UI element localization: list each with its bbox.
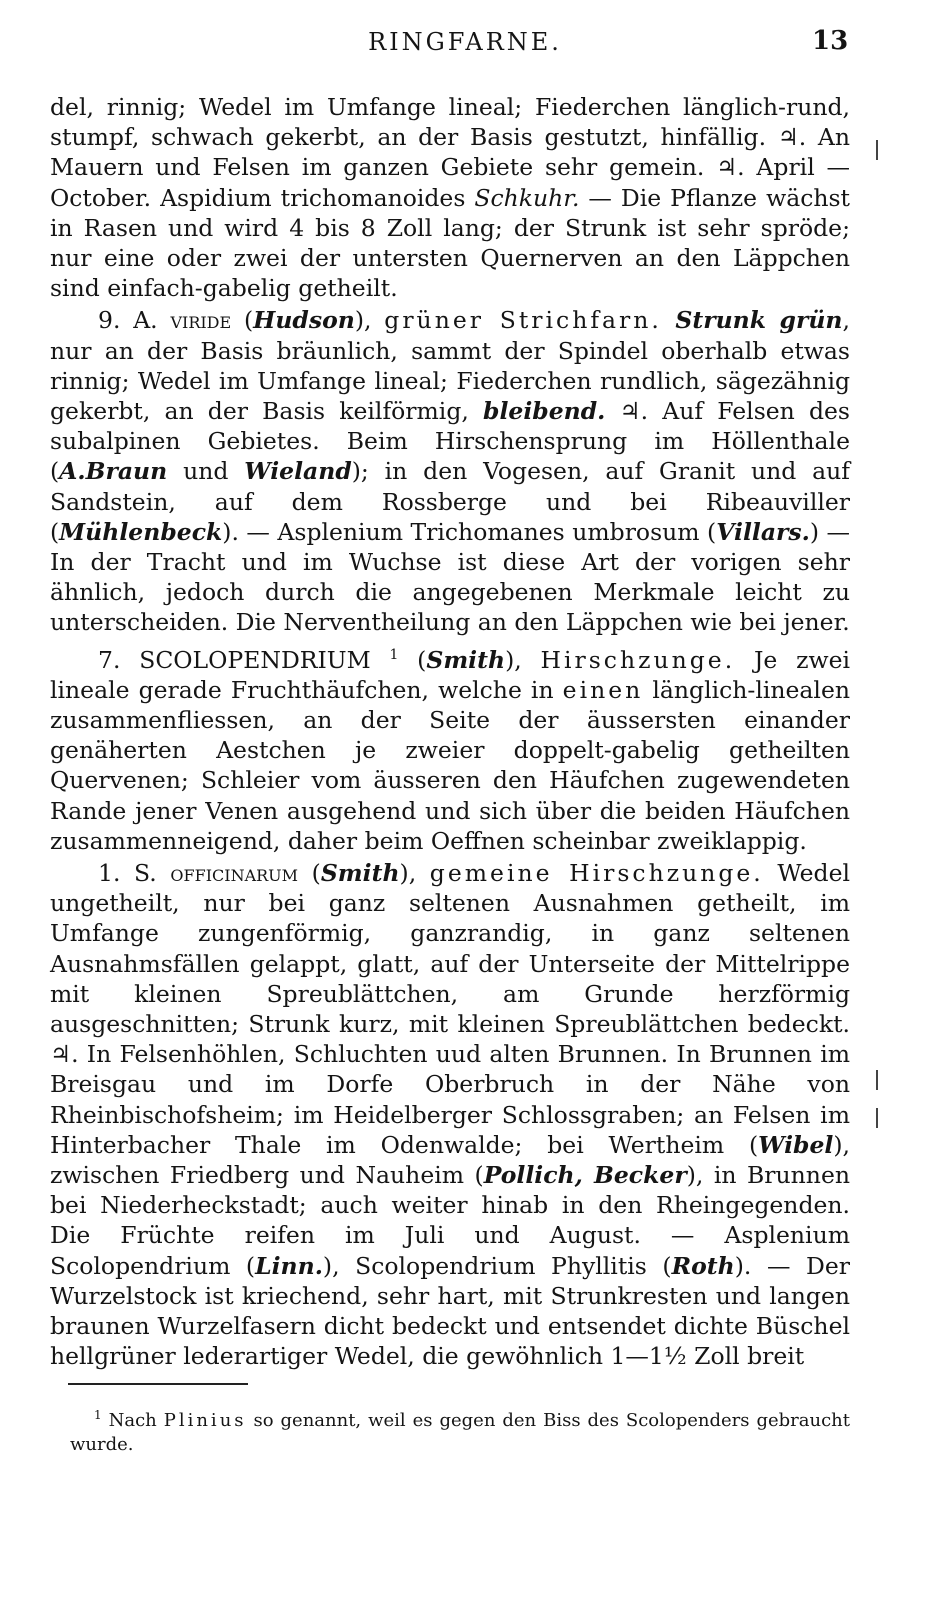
text-run: (	[231, 306, 254, 335]
author-citation: Wibel	[758, 1130, 834, 1159]
text-run: und	[167, 457, 245, 486]
emphasis-spaced: einen	[562, 675, 644, 704]
genus-entry-scolopendrium	[50, 640, 850, 856]
margin-mark	[876, 140, 878, 160]
text-run: ); in den Vogesen, auf Granit und auf Sandstein, auf dem Rossberge und bei Ribeauviller (	[50, 457, 850, 546]
text-run: ),	[399, 858, 430, 887]
text-run: Nach	[101, 1410, 164, 1431]
margin-mark	[876, 1108, 878, 1128]
author-citation: Linn.	[255, 1251, 323, 1280]
running-header-title: RINGFARNE.	[368, 28, 562, 56]
text-run: ). — Asplenium Trichomanes umbrosum (	[222, 517, 717, 546]
species-entry-viride	[50, 305, 850, 637]
margin-mark	[876, 1070, 878, 1090]
text-run: ), Scolopendrium Phyllitis (	[322, 1251, 672, 1280]
text-run: Je zwei lineale gerade Fruchthäufchen, welche in	[50, 645, 851, 704]
emphasis: bleibend.	[483, 397, 606, 426]
emphasis: Strunk grün	[661, 306, 843, 335]
footnote-reference: 1	[389, 646, 399, 663]
author-citation: Schkuhr.	[474, 183, 580, 212]
footnote	[70, 1403, 850, 1457]
author-citation: Roth	[671, 1251, 735, 1280]
common-name: grüner Strichfarn.	[384, 306, 662, 335]
text-run: ),	[505, 645, 541, 674]
author-citation: Hudson	[253, 306, 355, 335]
author-citation: Villars.	[716, 517, 810, 546]
common-name: Hirschzunge.	[540, 645, 736, 674]
text-run: (	[398, 645, 427, 674]
main-text	[50, 92, 850, 1371]
author-citation: Smith	[426, 645, 506, 674]
footnote-rule	[68, 1383, 248, 1385]
species-number: 9. A.	[98, 306, 171, 335]
text-run: ), zwischen Friedberg und Nauheim (	[50, 1130, 850, 1189]
species-epithet: officinarum	[170, 858, 299, 887]
species-epithet: viride	[170, 306, 232, 335]
text-run: Wedel ungetheilt, nur bei ganz seltenen Ausnahmen getheilt, im Umfange zungenförmig, ganzrandig, in ganz seltenen Ausnahmsfällen gelappt, glatt, auf der Unterseite der Mittelrippe mit kleinen Spreublättchen, am Grunde herzförmig ausgeschnitten; Strunk kurz, mit kleinen Spreublättchen bedeckt. ♃. In Felsenhöhlen, Schluchten uud alten Brunnen. In Brunnen im Breisgau und im Dorfe Oberbruch in der Nähe von Rheinbischofsheim; im Heidelberger Schlossgraben; an Felsen im Hinterbacher Thale im Odenwalde; bei Wertheim (	[50, 858, 851, 1159]
common-name: gemeine Hirschzunge.	[429, 858, 764, 887]
text-run: , nur an der Basis bräunlich, sammt der Spindel oberhalb etwas rinnig; Wedel im Umfange lineal; Fiederchen rundlich, sägezähnig gekerbt, an der Basis keilförmig,	[50, 306, 851, 426]
paragraph-continuation	[50, 92, 850, 303]
text-run: — Die Pflanze wächst in Rasen und wird 4 bis 8 Zoll lang; der Strunk ist sehr spröde; nur eine oder zwei der untersten Quernerven an den Läppchen sind einfach-gabelig getheilt.	[50, 183, 851, 303]
species-entry-officinarum	[50, 858, 850, 1371]
text-run: ♃. Auf Felsen des subalpinen Gebietes. Beim Hirschensprung im Höllenthale (	[50, 397, 850, 486]
text-run: ), in Brunnen bei Niederheckstadt; auch weiter hinab in den Rheingegenden. Die Früchte reifen im Juli und August. — Asplenium Scolopendrium (	[50, 1160, 850, 1280]
genus-name: 7. SCOLOPENDRIUM	[98, 645, 371, 674]
page-number: 13	[812, 26, 849, 56]
author-citation: A.Braun	[59, 457, 168, 486]
text-run: ),	[354, 306, 385, 335]
species-number: 1. S.	[98, 858, 171, 887]
author-citation: Mühlenbeck	[59, 517, 223, 546]
text-run: so genannt, weil es gegen den Biss des Scolopenders gebraucht wurde.	[70, 1410, 850, 1455]
author-citation: Pollich, Becker	[483, 1160, 687, 1189]
emphasis-spaced: Plinius	[163, 1410, 247, 1431]
text-run: del, rinnig; Wedel im Umfange lineal; Fiederchen länglich-rund, stumpf, schwach gekerbt, an der Basis gestutzt, hinfällig. ♃. An Mauern und Felsen im ganzen Gebiete sehr gemein. ♃. April — October. Aspidium trichomanoides	[50, 93, 850, 212]
author-citation: Wieland	[244, 457, 352, 486]
text-run: (	[298, 858, 321, 887]
text-run: ) — In der Tracht und im Wuchse ist diese Art der vorigen sehr ähnlich, jedoch durch die angegebenen Merkmale leicht zu unterscheiden. Die Nerventheilung an den Läppchen wie bei jener.	[50, 517, 851, 637]
text-run: ). — Der Wurzelstock ist kriechend, sehr hart, mit Strunkresten und langen braunen Wurzelfasern dicht bedeckt und entsendet dichte Büschel hellgrüner lederartiger Wedel, die gewöhnlich 1—1½ Zoll breit	[50, 1251, 850, 1371]
text-run: länglich-linealen zusammenfliessen, an der Seite der äussersten einander genäherten Aestchen je zweier doppelt-gabelig getheilten Quervenen; Schleier vom äusseren den Häufchen zugewendeten Rande jener Venen ausgehend und sich über die beiden Häufchen zusammenneigend, daher beim Oeffnen scheinbar zweiklappig.	[50, 675, 850, 855]
author-citation: Smith	[320, 858, 400, 887]
footnote-marker: 1	[94, 1408, 102, 1422]
